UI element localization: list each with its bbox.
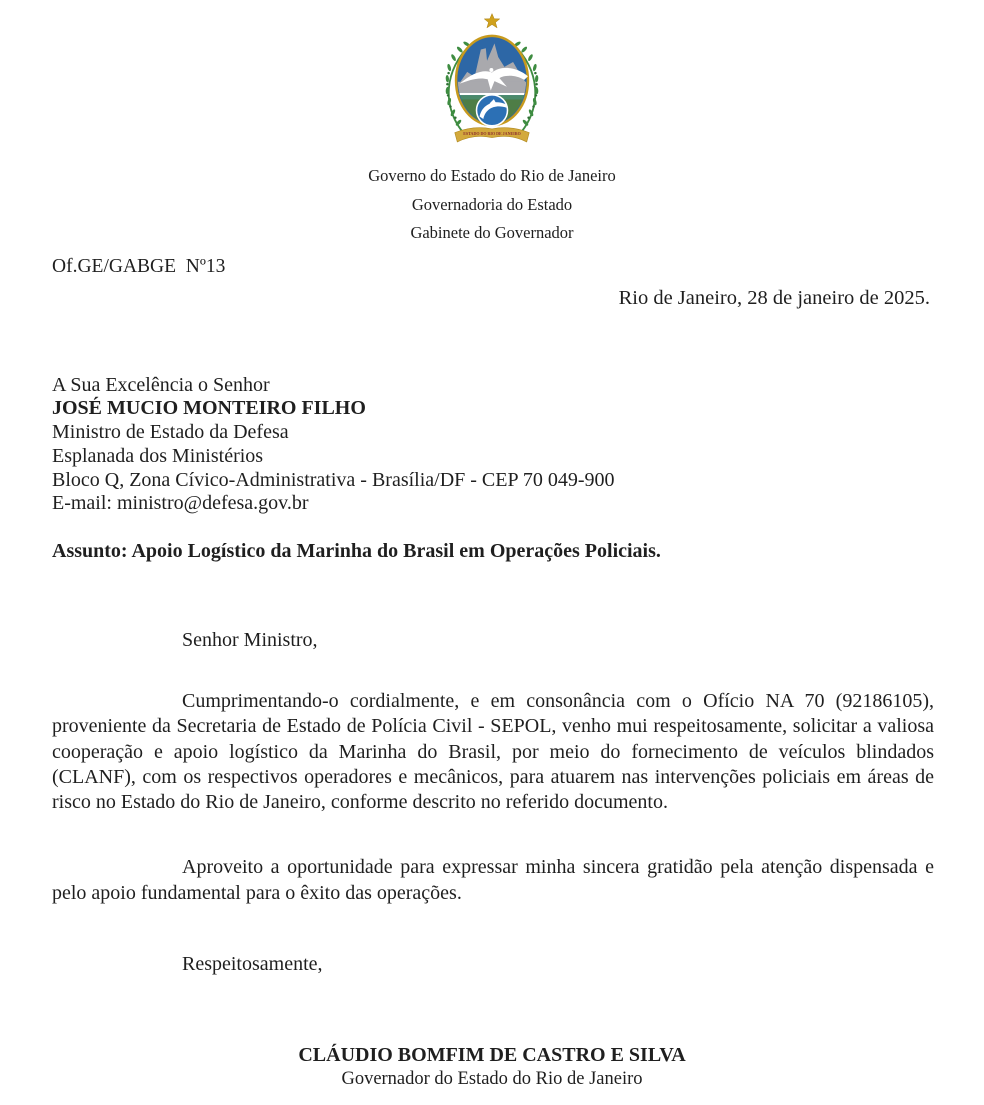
letterhead-emblem	[0, 0, 984, 146]
subject-line: Assunto: Apoio Logístico da Marinha do Brasil em Operações Policiais.	[52, 540, 661, 563]
signer-title: Governador do Estado do Rio de Janeiro	[341, 1068, 643, 1089]
emblem-eagle-head	[489, 68, 493, 72]
body-paragraph-1: Cumprimentando-o cordialmente, e em consonância com o Ofício NA 70 (92186105), proveniente da Secretaria de Estado de Polícia Civil - SEPOL, venho mui respeitosamente, solicitar a valiosa cooperação e apoio logístico da Marinha do Brasil, por meio do fornecimento de veículos blindados (CLANF), com os respectivos operadores e mecânicos, para atuarem nas intervenções policiais em áreas de risco no Estado do Rio de Janeiro, conforme descrito no referido documento.	[52, 690, 934, 814]
document-reference-number: Of.GE/GABGE Nº13	[52, 255, 226, 277]
recipient-address-line1: Esplanada dos Ministérios	[52, 444, 264, 467]
signature-block	[0, 1043, 984, 1091]
recipient-address-line2: Bloco Q, Zona Cívico-Administrativa - Brasília/DF - CEP 70 049-900	[52, 468, 615, 491]
signer-name: CLÁUDIO BOMFIM DE CASTRO E SILVA	[298, 1043, 686, 1066]
org-line-governadoria: Governadoria do Estado	[411, 194, 573, 214]
recipient-honorific: A Sua Excelência o Senhor	[52, 373, 270, 396]
org-line-gabinete: Gabinete do Governador	[410, 223, 574, 242]
closing-phrase: Respeitosamente,	[182, 952, 323, 975]
salutation: Senhor Ministro,	[182, 629, 318, 652]
letterhead-org-lines	[0, 162, 984, 248]
rio-de-janeiro-coat-of-arms-icon	[430, 12, 554, 146]
place-and-date-line: Rio de Janeiro, 28 de janeiro de 2025.	[618, 286, 930, 309]
org-line-government: Governo do Estado do Rio de Janeiro	[368, 166, 616, 185]
recipient-email: E-mail: ministro@defesa.gov.br	[52, 492, 309, 515]
recipient-title: Ministro de Estado da Defesa	[52, 421, 289, 444]
recipient-name: JOSÉ MUCIO MONTEIRO FILHO	[52, 397, 366, 420]
recipient-block	[52, 374, 930, 517]
body-paragraph-2: Aproveito a oportunidade para expressar minha sincera gratidão pela atenção dispensada e pelo apoio fundamental para o êxito das operações.	[52, 856, 934, 904]
emblem-disc	[477, 95, 508, 126]
emblem-motto-text: ESTADO DO RIO DE JANEIRO	[463, 131, 521, 137]
emblem-star-icon	[484, 14, 500, 28]
